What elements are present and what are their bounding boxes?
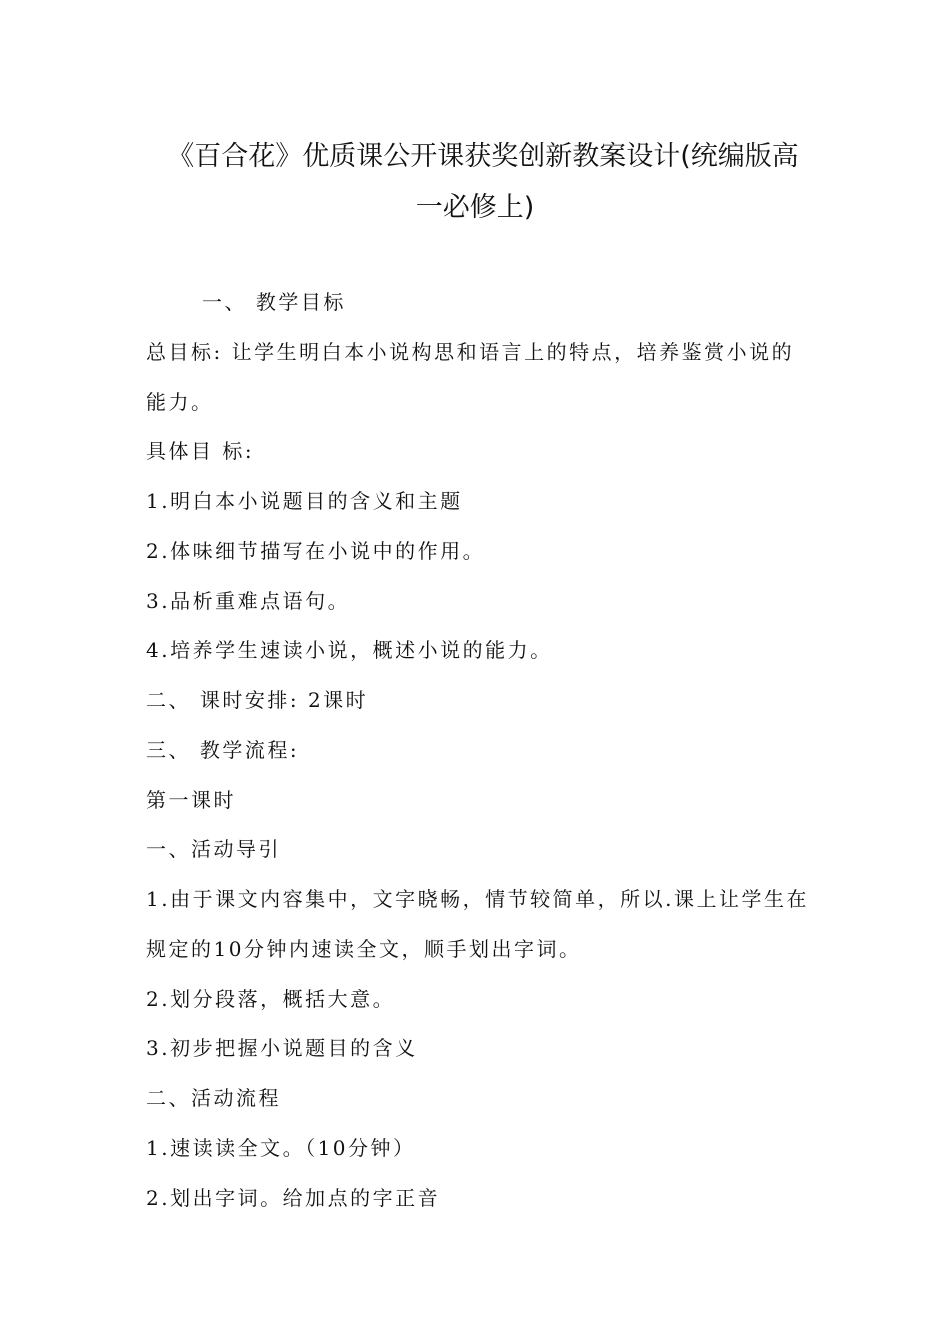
list-item: 1.速读读全文。（10分钟） xyxy=(146,1136,416,1160)
section-heading-process: 三、 教学流程: xyxy=(146,738,300,762)
subheading-activity-process: 二、活动流程 xyxy=(146,1086,281,1110)
section-heading-objectives: 一、 教学目标 xyxy=(202,290,346,314)
paragraph-line: 能力。 xyxy=(146,390,214,414)
list-item: 1.明白本小说题目的含义和主题 xyxy=(146,489,463,513)
paragraph-line: 总目标: 让学生明白本小说构思和语言上的特点，培养鉴赏小说的 xyxy=(146,340,795,364)
section-heading-schedule: 二、 课时安排: 2课时 xyxy=(146,688,369,712)
list-item: 2.体味细节描写在小说中的作用。 xyxy=(146,539,486,563)
document-title-line-2: 一必修上) xyxy=(415,192,535,223)
list-item: 4.培养学生速读小说，概述小说的能力。 xyxy=(146,638,553,662)
list-item: 2.划出字词。给加点的字正音 xyxy=(146,1186,441,1210)
list-item: 1.由于课文内容集中，文字晓畅，情节较简单，所以.课上让学生在 xyxy=(146,887,809,911)
subheading-first-lesson: 第一课时 xyxy=(146,788,236,812)
list-item: 3.品析重难点语句。 xyxy=(146,589,351,613)
paragraph-line: 规定的10分钟内速读全文，顺手划出字词。 xyxy=(146,937,582,961)
document-title-line-1: 《百合花》优质课公开课获奖创新教案设计(统编版高 xyxy=(167,141,799,172)
subheading-specific-objectives: 具体目 标: xyxy=(146,439,255,463)
list-item: 3.初步把握小说题目的含义 xyxy=(146,1036,418,1060)
list-item: 2.划分段落，概括大意。 xyxy=(146,987,396,1011)
subheading-activity-intro: 一、活动导引 xyxy=(146,837,281,861)
